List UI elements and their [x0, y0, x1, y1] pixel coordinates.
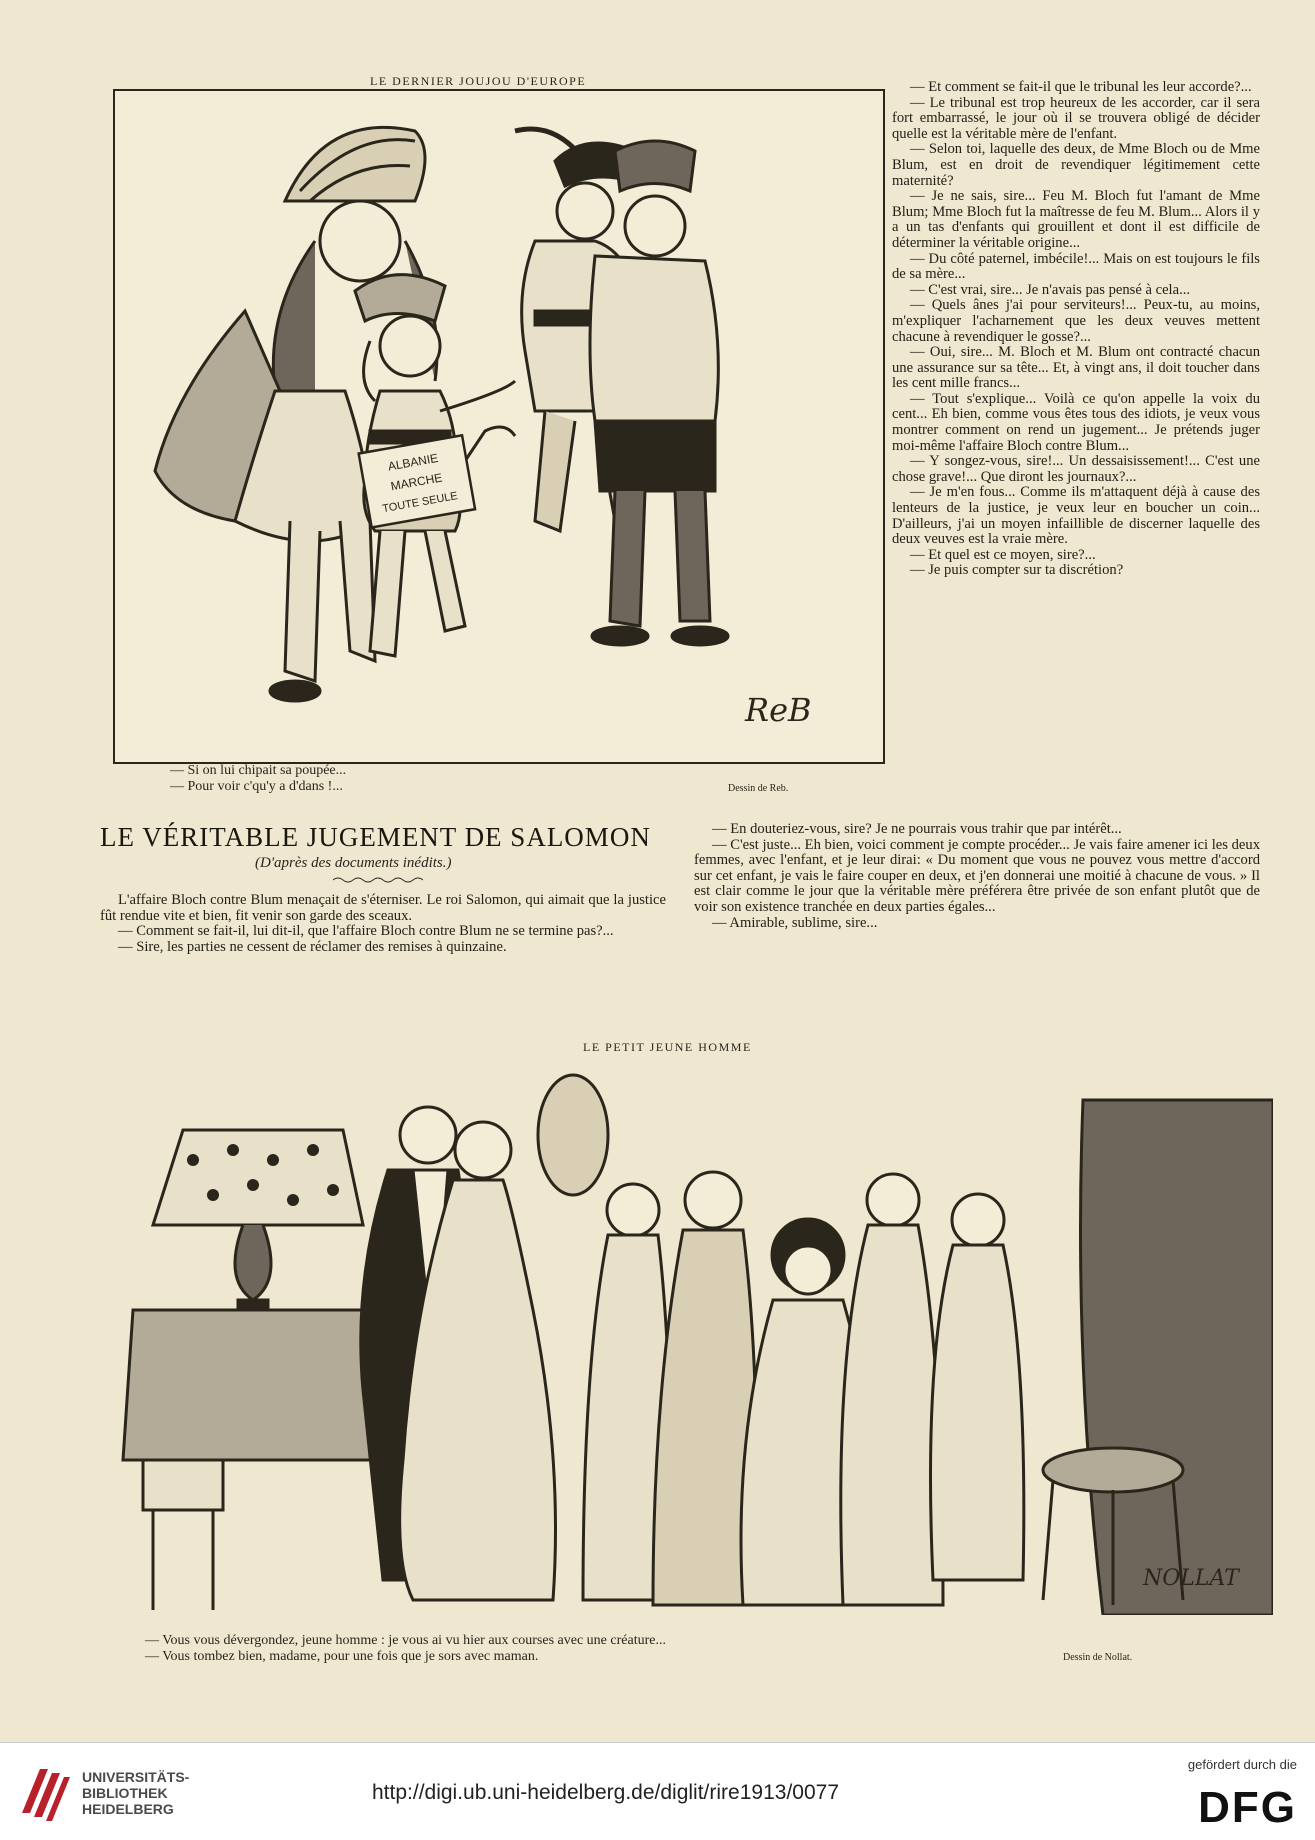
right-paragraph: — Quels ânes j'ai pour serviteurs!... Peux-tu, au moins, m'expliquer l'acharnement que les deux veuves mettent chacune à revendiquer le gosse?...	[892, 297, 1260, 345]
top-caption-line-1: — Si on lui chipait sa poupée...	[170, 763, 347, 778]
article-subhead: (D'après des documents inédits.)	[255, 855, 452, 871]
right-paragraph: — Je m'en fous... Comme ils m'attaquent déjà à cause des lenteurs de la justice, je veux leur en boucher un coin... D'ailleurs, j'ai un moyen infaillible de discerner laquelle des deux veuves est la vraie mère.	[892, 484, 1260, 548]
article-left-column	[100, 893, 666, 1023]
right-paragraph: — En douteriez-vous, sire? Je ne pourrais vous trahir que par intérêt...	[712, 822, 1122, 837]
library-line-1: UNIVERSITÄTS-	[82, 1769, 190, 1785]
bottom-cartoon-credit: Dessin de Nollat.	[1063, 1652, 1133, 1663]
article-headline: LE VÉRITABLE JUGEMENT DE SALOMON	[100, 822, 651, 852]
bottom-caption-line-1: — Vous vous dévergondez, jeune homme : je vous ai vu hier aux courses avec une créature...	[145, 1633, 666, 1648]
right-paragraph: — C'est juste... Eh bien, voici comment je compte procéder... Je vais faire amener ici les deux femmes, avec l'enfant, et je leur dirai: « Du moment que vous ne pouvez vous mettre d'accord sur cet enfant, je vais le faire couper en deux, et j'en donnerai une moitié à chacune de vous. » Il est clair comme le jour que la véritable mère préférera être privée de son enfant plutôt que de voir son existence tranchée en deux parties égales...	[694, 836, 1260, 915]
right-paragraph: — Du côté paternel, imbécile!... Mais on est toujours le fils de sa mère...	[892, 250, 1260, 283]
right-paragraph: — Y songez-vous, sire!... Un dessaisissement!... C'est une chose grave!... Que diront les journaux?...	[892, 453, 1260, 485]
university-library-logo-icon	[18, 1763, 70, 1821]
sign-line-2: MARCHE	[389, 470, 444, 494]
right-paragraph: — Je ne sais, sire... Feu M. Bloch fut l'amant de Mme Blum; Mme Bloch fut la maîtresse de feu M. Blum... Alors il y a un tas d'enfants qui grouillent et dont il est difficile de déterminer la véritable origine...	[892, 188, 1260, 251]
dfg-logo: DFG	[1198, 1783, 1297, 1832]
library-line-3: HEIDELBERG	[82, 1801, 174, 1817]
right-paragraph: — Le tribunal est trop heureux de les accorder, car il sera fort embarrassé, le jour où il se trouvera obligé de décider quelle est la véritable mère de l'enfant.	[892, 94, 1260, 142]
right-paragraph: — C'est vrai, sire... Je n'avais pas pensé à cela...	[910, 281, 1191, 298]
bottom-caption-line-2: — Vous tombez bien, madame, pour une fois que je sors avec maman.	[145, 1649, 539, 1664]
permalink-url[interactable]: http://digi.ub.uni-heidelberg.de/diglit/rire1913/0077	[372, 1781, 839, 1804]
bottom-cartoon-drawing	[113, 1060, 1273, 1615]
bottom-cartoon-signature: NOLLAT	[1143, 1566, 1239, 1591]
left-paragraph: — Sire, les parties ne cessent de réclamer des remises à quinzaine.	[118, 938, 507, 955]
top-cartoon-drawing	[115, 91, 883, 762]
sign-line-1: ALBANIE	[386, 450, 440, 474]
right-paragraph: — Et quel est ce moyen, sire?...	[910, 546, 1096, 563]
bottom-cartoon-illustration	[113, 1060, 1273, 1615]
digitization-footer	[0, 1742, 1315, 1840]
top-cartoon-title: LE DERNIER JOUJOU D'EUROPE	[370, 74, 587, 88]
article-right-column-top	[892, 80, 1260, 810]
right-paragraph: — Oui, sire... M. Bloch et M. Blum ont contracté chacun une assurance sur sa tête... Et, à vingt ans, il doit toucher dans les cent mille francs...	[892, 344, 1260, 392]
sign-line-3: TOUTE SEULE	[381, 490, 459, 516]
article-right-column-bottom	[694, 822, 1260, 1022]
right-paragraph: — Tout s'explique... Voilà ce qu'on appelle la voix du cent... Eh bien, comme vous êtes tous des idiots, je veux vous montrer comment on rend un jugement... Je prétends juger moi-même l'affaire Bloch contre Blum...	[892, 390, 1260, 454]
right-paragraph: — Selon toi, laquelle des deux, de Mme Bloch ou de Mme Blum, est en droit de revendiquer légitimement cette maternité?	[892, 141, 1260, 189]
left-paragraph: L'affaire Bloch contre Blum menaçait de s'éterniser. Le roi Salomon, qui aimait que la justice fût rendue vite et bien, fit venir son garde des sceaux.	[100, 893, 666, 924]
top-cartoon-credit: Dessin de Reb.	[728, 783, 789, 794]
top-cartoon-illustration	[113, 89, 885, 764]
right-paragraph: — Je puis compter sur ta discrétion?	[910, 562, 1124, 579]
top-cartoon-signature: ReB	[745, 691, 812, 729]
left-paragraph: — Comment se fait-il, lui dit-il, que l'affaire Bloch contre Blum ne se termine pas?...	[118, 923, 614, 940]
sponsor-label: gefördert durch die	[1187, 1757, 1297, 1772]
bottom-cartoon-title: LE PETIT JEUNE HOMME	[583, 1040, 752, 1054]
ornament-squiggle	[333, 876, 423, 884]
university-library-name	[82, 1769, 189, 1817]
top-caption-line-2: — Pour voir c'qu'y a d'dans !...	[170, 779, 343, 794]
right-paragraph: — Amirable, sublime, sire...	[712, 914, 878, 931]
library-line-2: BIBLIOTHEK	[82, 1785, 168, 1801]
right-paragraph: — Et comment se fait-il que le tribunal les leur accorde?...	[910, 80, 1252, 95]
